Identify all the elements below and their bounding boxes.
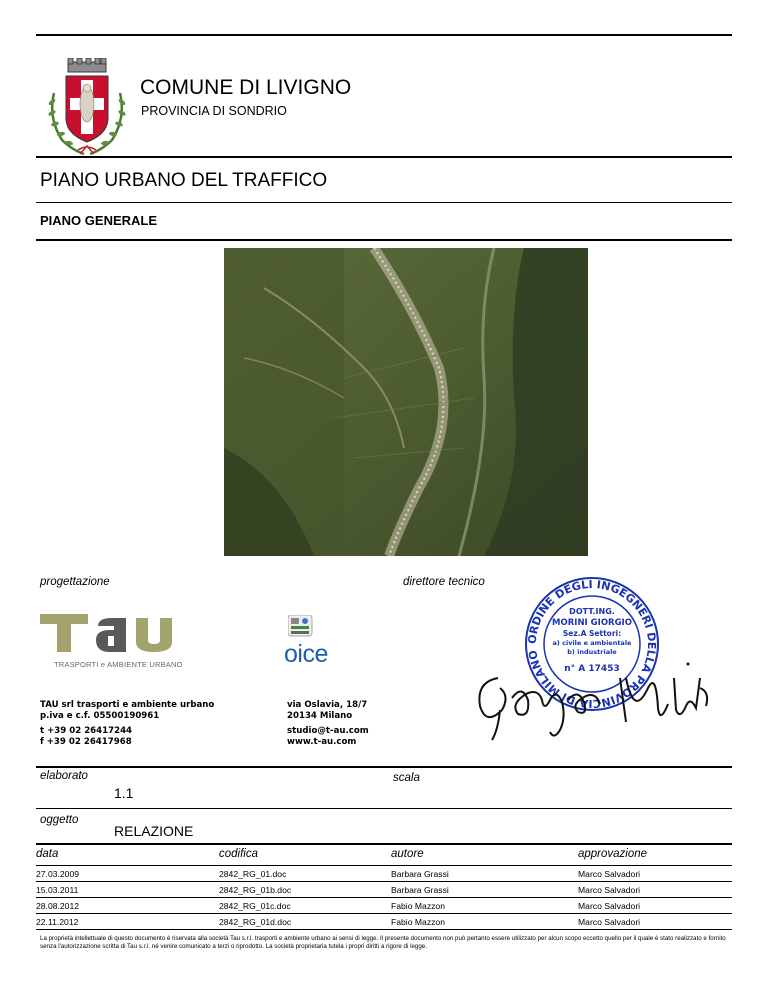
municipality-name: COMUNE DI LIVIGNO (140, 76, 352, 99)
revision-table (36, 846, 732, 930)
stamp-line2: MORINI GIORGIO (552, 618, 632, 628)
oice-logo: oice (284, 640, 328, 668)
plan-subtitle: PIANO GENERALE (40, 213, 158, 228)
table-top-rule (36, 843, 732, 845)
header-rule (36, 156, 732, 158)
oggetto-label: oggetto (40, 814, 79, 826)
top-rule (36, 34, 732, 36)
title-rule (36, 202, 732, 203)
aerial-photo (224, 248, 588, 556)
company-vat: p.iva e c.f. 05500190961 (40, 711, 160, 721)
column-header-code: codifica (219, 846, 391, 866)
cell-date: 27.03.2009 (36, 866, 219, 882)
column-header-approval: approvazione (578, 846, 732, 866)
stamp-line6: n° A 17453 (564, 664, 620, 674)
certification-badge-icon (288, 615, 314, 637)
company-phone: t +39 02 26417244 (40, 726, 133, 736)
cell-author: Barbara Grassi (391, 866, 578, 882)
company-city: 20134 Milano (287, 711, 353, 721)
elaborato-rule (36, 766, 732, 768)
stamp-line5: b) industriale (567, 648, 617, 656)
cell-date: 22.11.2012 (36, 914, 219, 930)
company-email: studio@t-au.com (287, 726, 369, 736)
elaborato-label: elaborato (40, 770, 88, 782)
revision-table-header (36, 846, 732, 866)
disclaimer-text: La proprietà intellettuale di questo documento è riservata alla società Tau s.r.l. trasporti e ambiente urbano ai sensi di legge. Il presente documento non può pertanto essere utilizzato per alcun scopo eccetto quello per il quale è stato realizzato e fornito senza l'autorizzazione scritta di Tau s.r.l. né venire comunicato a terzi o riprodotto. La società proprietaria tutela i propri diritti a rigore di legge. (40, 935, 726, 950)
tau-tagline: TRASPORTI e AMBIENTE URBANO (54, 660, 183, 669)
column-header-date: data (36, 846, 219, 866)
cell-code: 2842_RG_01d.doc (219, 914, 391, 930)
cell-author: Fabio Mazzon (391, 898, 578, 914)
scala-label: scala (393, 772, 420, 784)
table-row (36, 914, 732, 930)
cell-date: 28.08.2012 (36, 898, 219, 914)
cell-code: 2842_RG_01b.doc (219, 882, 391, 898)
oggetto-rule (36, 808, 732, 809)
cell-approval: Marco Salvadori (578, 866, 732, 882)
cell-approval: Marco Salvadori (578, 882, 732, 898)
cell-author: Barbara Grassi (391, 882, 578, 898)
company-street: via Oslavia, 18/7 (287, 700, 368, 710)
company-website: www.t-au.com (287, 737, 357, 747)
stamp-line4: a) civile e ambientale (552, 639, 632, 647)
cell-author: Fabio Mazzon (391, 914, 578, 930)
director-label: direttore tecnico (403, 576, 485, 588)
table-row (36, 866, 732, 882)
table-row (36, 882, 732, 898)
cell-approval: Marco Salvadori (578, 898, 732, 914)
company-name: TAU srl trasporti e ambiente urbano (40, 700, 215, 710)
company-fax: f +39 02 26417968 (40, 737, 132, 747)
cell-approval: Marco Salvadori (578, 914, 732, 930)
province-name: PROVINCIA DI SONDRIO (141, 104, 287, 118)
design-label: progettazione (40, 576, 110, 588)
plan-title: PIANO URBANO DEL TRAFFICO (40, 170, 328, 191)
table-row (36, 898, 732, 914)
stamp-line1: DOTT.ING. (569, 607, 615, 616)
oggetto-value: RELAZIONE (114, 823, 194, 839)
coat-of-arms-icon (44, 58, 130, 158)
cell-code: 2842_RG_01.doc (219, 866, 391, 882)
svg-text:ORDINE DEGLI INGEGNERI DELLA P: ORDINE DEGLI INGEGNERI DELLA PROVINCIA DI MILANO (525, 577, 659, 711)
cell-date: 15.03.2011 (36, 882, 219, 898)
stamp-line3: Sez.A Settori: (562, 629, 622, 638)
cell-code: 2842_RG_01c.doc (219, 898, 391, 914)
subtitle-rule (36, 239, 732, 241)
elaborato-value: 1.1 (114, 785, 134, 801)
column-header-author: autore (391, 846, 578, 866)
signature-icon (470, 648, 720, 748)
